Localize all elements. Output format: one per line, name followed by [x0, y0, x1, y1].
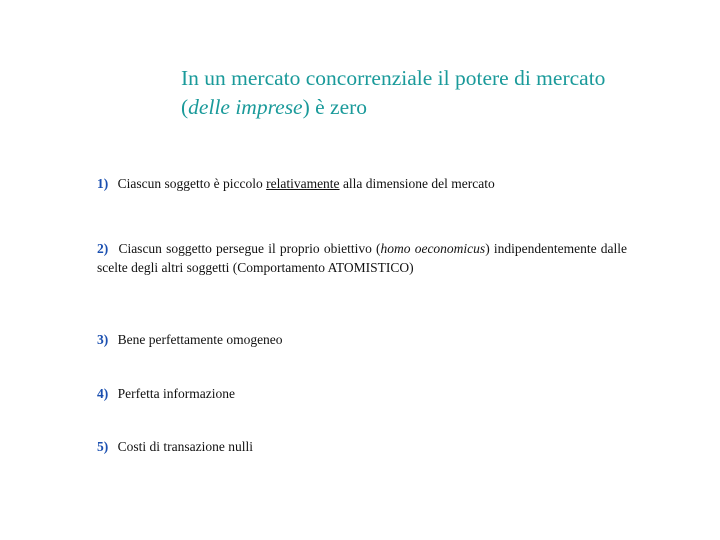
- item-text: Bene perfettamente omogeneo: [117, 332, 283, 347]
- item-number: 5): [97, 439, 109, 454]
- item-underlined-word: relativamente: [266, 176, 340, 191]
- item-text-pre: Ciascun soggetto è piccolo: [117, 176, 267, 191]
- item-number: 1): [97, 176, 109, 191]
- list-item-3: [97, 330, 627, 349]
- list-item-5: [97, 437, 627, 456]
- title-part1: In un mercato concorrenziale il potere di mercato (: [181, 66, 606, 119]
- item-text: Perfetta informazione: [117, 386, 235, 401]
- item-text-post: ) indipendentemente dalle scelte degli altri soggetti (Comportamento ATOMISTICO): [97, 241, 628, 275]
- slide-title: [181, 64, 641, 122]
- title-part2: ) è zero: [302, 95, 368, 119]
- item-text: Costi di transazione nulli: [117, 439, 253, 454]
- title-italic: delle imprese: [188, 95, 303, 119]
- list-item-4: [97, 384, 627, 403]
- list-item-1: [97, 174, 627, 193]
- item-number: 4): [97, 386, 109, 401]
- item-number: 2): [97, 241, 109, 256]
- item-number: 3): [97, 332, 109, 347]
- item-italic-term: homo oeconomicus: [380, 241, 486, 256]
- item-text-pre: Ciascun soggetto persegue il proprio obiettivo (: [118, 241, 381, 256]
- list-item-2: [97, 239, 627, 277]
- item-text-post: alla dimensione del mercato: [339, 176, 495, 191]
